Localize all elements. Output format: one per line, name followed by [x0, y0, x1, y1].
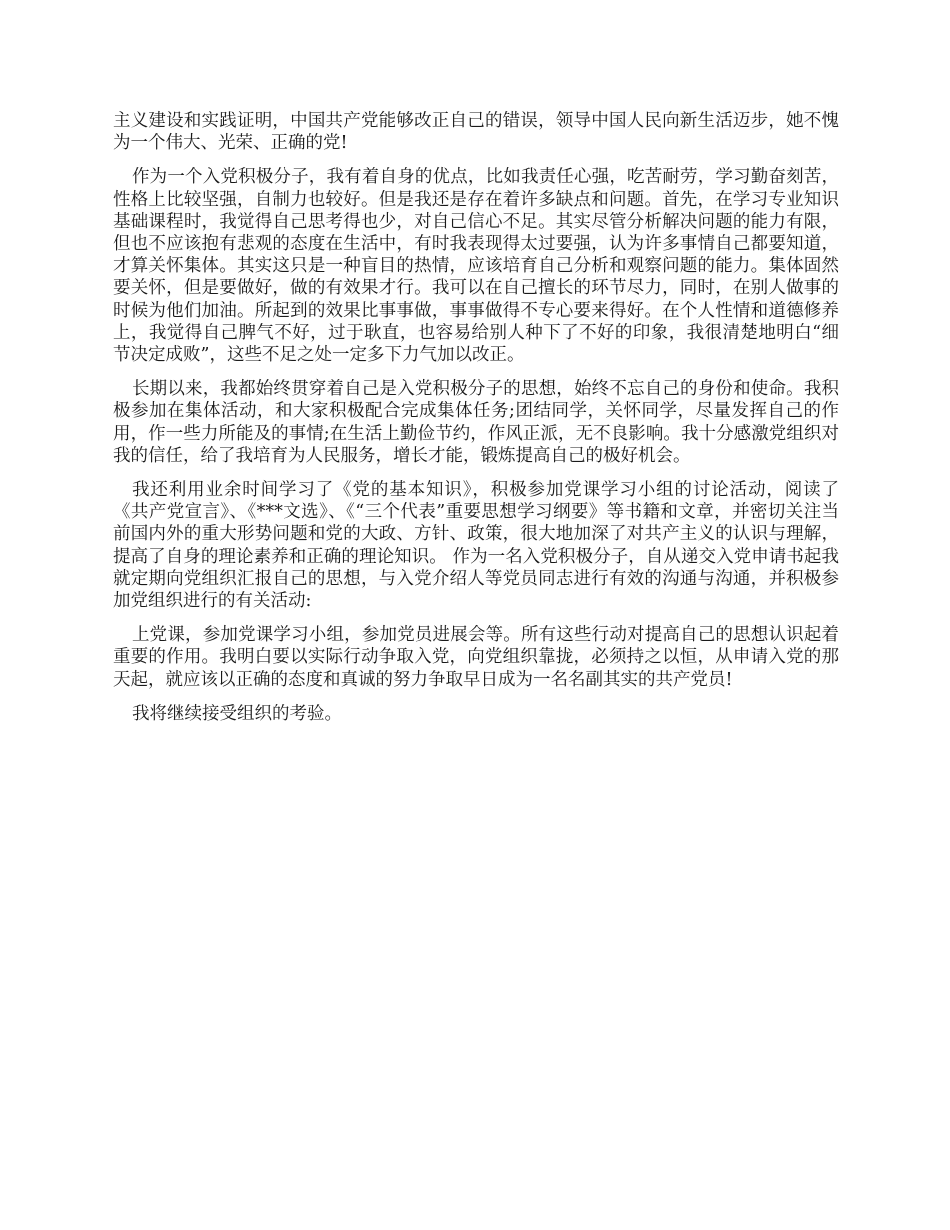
- paragraph-1: 主义建设和实践证明，中国共产党能够改正自己的错误，领导中国人民向新生活迈步，她不愧为一个伟大、光荣、正确的党!: [113, 111, 839, 154]
- paragraph-4: 我还利用业余时间学习了《党的基本知识》，积极参加党课学习小组的讨论活动，阅读了《共产党宣言》、《***文选》、《“三个代表”重要思想学习纲要》等书籍和文章，并密切关注当前国内外的重大形势问题和党的大政、方针、政策，很大地加深了对共产主义的认识与理解，提高了自身的理论素养和正确的理论知识。 作为一名入党积极分子，自从递交入党申请书起我就定期向党组织汇报自己的思想，与入党介绍人等党员同志进行有效的沟通与沟通，并积极参加党组织进行的有关活动:: [113, 480, 839, 612]
- document-body: [113, 110, 839, 737]
- paragraph-5: 上党课，参加党课学习小组，参加党员进展会等。所有这些行动对提高自己的思想认识起着重要的作用。我明白要以实际行动争取入党，向党组织靠拢，必须持之以恒，从申请入党的那天起，就应该以正确的态度和真诚的努力争取早日成为一名名副其实的共产党员!: [113, 625, 839, 690]
- paragraph-3: 长期以来，我都始终贯穿着自己是入党积极分子的思想，始终不忘自己的身份和使命。我积极参加在集体活动，和大家积极配合完成集体任务;团结同学，关怀同学，尽量发挥自己的作用，作一些力所能及的事情;在生活上勤俭节约，作风正派，无不良影响。我十分感激党组织对我的信任，给了我培育为人民服务，增长才能，锻炼提高自己的极好机会。: [113, 379, 839, 466]
- paragraph-2: 作为一个入党积极分子，我有着自身的优点，比如我责任心强，吃苦耐劳，学习勤奋刻苦，性格上比较坚强，自制力也较好。但是我还是存在着许多缺点和问题。首先，在学习专业知识基础课程时，我觉得自己思考得也少，对自己信心不足。其实尽管分析解决问题的能力有限，但也不应该抱有悲观的态度在生活中，有时我表现得太过要强，认为许多事情自己都要知道，才算关怀集体。其实这只是一种盲目的热情，应该培育自己分析和观察问题的能力。集体固然要关怀，但是要做好，做的有效果才行。我可以在自己擅长的环节尽力，同时，在别人做事的时候为他们加油。所起到的效果比事事做，事事做得不专心要来得好。在个人性情和道德修养上，我觉得自己脾气不好，过于耿直，也容易给别人种下了不好的印象，我很清楚地明白“细节决定成败”，这些不足之处一定多下力气加以改正。: [113, 167, 839, 366]
- paragraph-6: 我将继续接受组织的考验。: [132, 703, 342, 724]
